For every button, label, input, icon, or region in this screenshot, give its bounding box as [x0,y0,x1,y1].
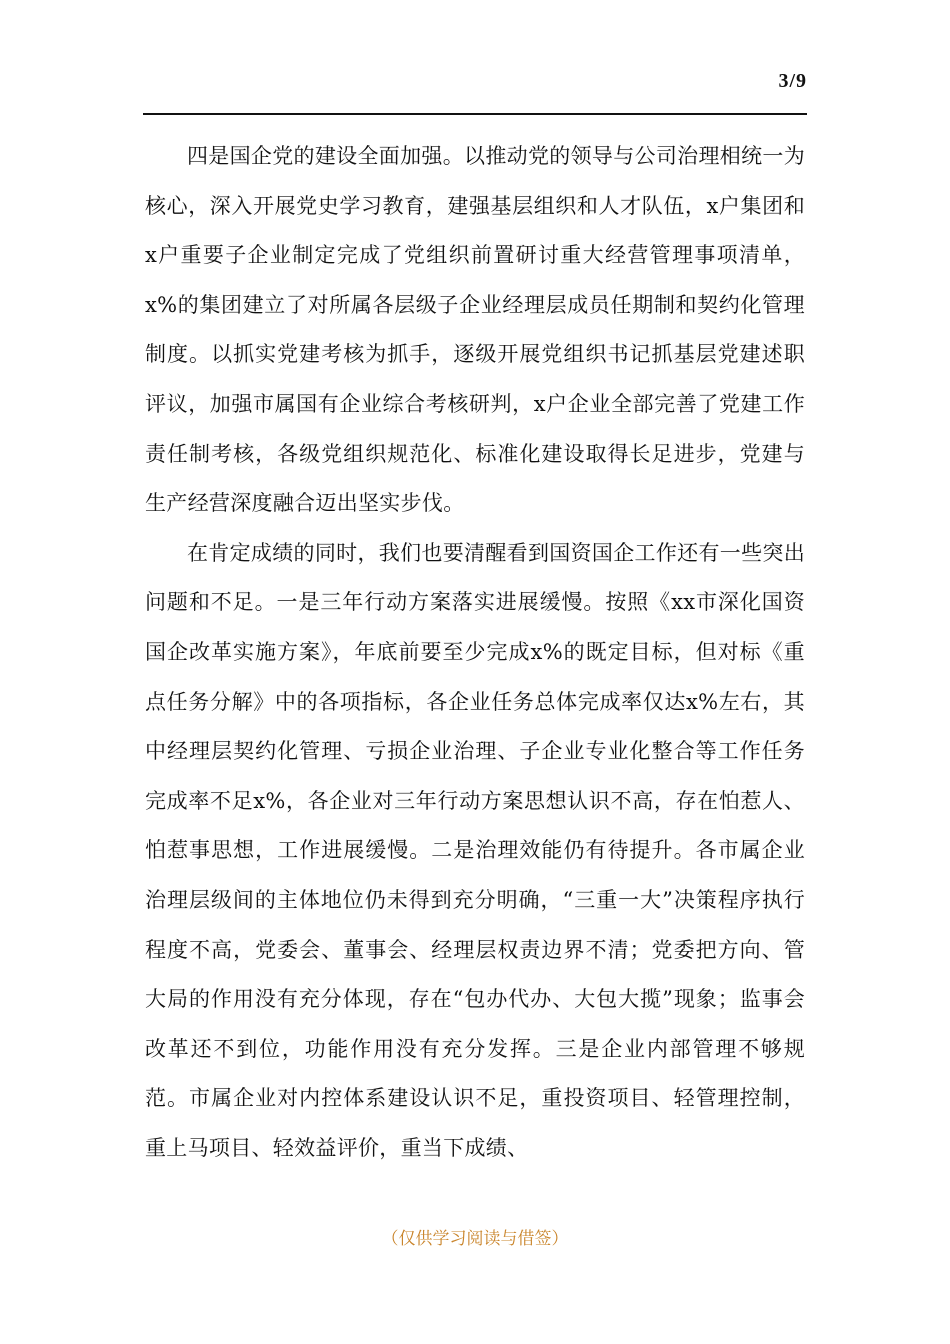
paragraph: 四是国企党的建设全面加强。以推动党的领导与公司治理相统一为核心，深入开展党史学习教育，建强基层组织和人才队伍，x户集团和x户重要子企业制定完成了党组织前置研讨重大经营管理事项清单，x%的集团建立了对所属各层级子企业经理层成员任期制和契约化管理制度。以抓实党建考核为抓手，逐级开展党组织书记抓基层党建述职评议，加强市属国有企业综合考核研判，x户企业全部完善了党建工作责任制考核，各级党组织规范化、标准化建设取得长足进步，党建与生产经营深度融合迈出坚实步伐。 [145,144,805,516]
header-divider [143,113,807,115]
document-body [145,132,805,1173]
footer-note: （仅供学习阅读与借签） [381,1229,569,1249]
page-number: 3/9 [778,70,807,92]
paragraph: 在肯定成绩的同时，我们也要清醒看到国资国企工作还有一些突出问题和不足。一是三年行动方案落实进展缓慢。按照《xx市深化国资国企改革实施方案》，年底前要至少完成x%的既定目标，但对标《重点任务分解》中的各项指标，各企业任务总体完成率仅达x%左右，其中经理层契约化管理、亏损企业治理、子企业专业化整合等工作任务完成率不足x%，各企业对三年行动方案思想认识不高，存在怕惹人、怕惹事思想，工作进展缓慢。二是治理效能仍有待提升。各市属企业治理层级间的主体地位仍未得到充分明确，“三重一大”决策程序执行程度不高，党委会、董事会、经理层权责边界不清；党委把方向、管大局的作用没有充分体现，存在“包办代办、大包大揽”现象；监事会改革还不到位，功能作用没有充分发挥。三是企业内部管理不够规范。市属企业对内控体系建设认识不足，重投资项目、轻管理控制，重上马项目、轻效益评价，重当下成绩、 [145,540,805,1160]
